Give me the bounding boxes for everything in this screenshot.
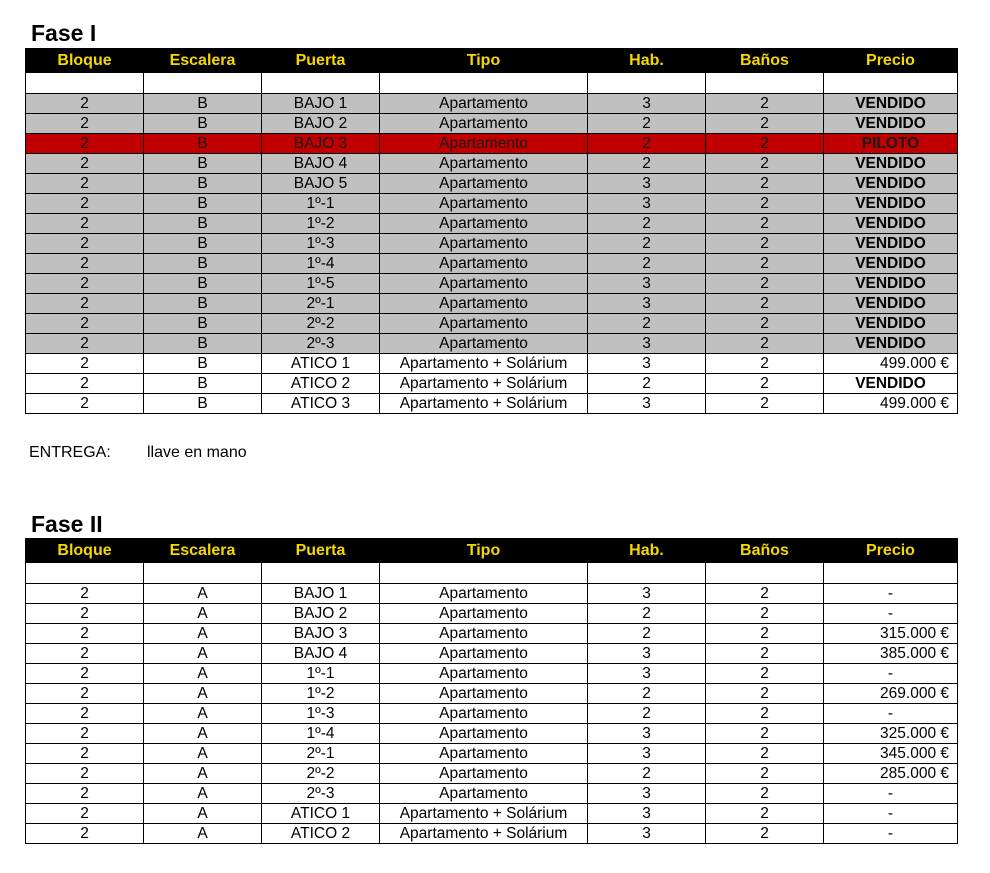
cell-banos: 2 <box>706 354 824 374</box>
cell-precio: VENDIDO <box>824 314 958 334</box>
table-row <box>26 214 958 234</box>
entrega-label: ENTREGA: <box>29 444 111 461</box>
cell-hab: 3 <box>588 644 706 664</box>
cell-escalera: A <box>144 724 262 744</box>
cell-tipo: Apartamento + Solárium <box>380 354 588 374</box>
cell-precio: 285.000 € <box>824 764 958 784</box>
cell-banos: 2 <box>706 824 824 844</box>
cell-escalera: B <box>144 274 262 294</box>
cell-tipo: Apartamento <box>380 604 588 624</box>
cell-hab: 3 <box>588 194 706 214</box>
col-header-hab: Hab. <box>588 539 706 563</box>
cell-banos: 2 <box>706 684 824 704</box>
cell-hab: 2 <box>588 214 706 234</box>
cell-escalera: B <box>144 194 262 214</box>
cell-hab: 3 <box>588 584 706 604</box>
cell-banos: 2 <box>706 194 824 214</box>
cell-puerta: 1º-2 <box>262 684 380 704</box>
cell-puerta: BAJO 5 <box>262 174 380 194</box>
cell-tipo: Apartamento <box>380 94 588 114</box>
cell-banos: 2 <box>706 584 824 604</box>
cell-bloque: 2 <box>26 824 144 844</box>
cell-precio: VENDIDO <box>824 214 958 234</box>
cell-escalera: A <box>144 764 262 784</box>
cell-hab: 2 <box>588 134 706 154</box>
table-row <box>26 154 958 174</box>
cell-escalera: B <box>144 254 262 274</box>
col-header-precio: Precio <box>824 49 958 73</box>
table-row <box>26 644 958 664</box>
cell-escalera: B <box>144 394 262 414</box>
cell-banos: 2 <box>706 134 824 154</box>
table-row <box>26 744 958 764</box>
cell-precio: 499.000 € <box>824 354 958 374</box>
cell-bloque: 2 <box>26 154 144 174</box>
cell-precio: VENDIDO <box>824 274 958 294</box>
cell-banos: 2 <box>706 154 824 174</box>
cell-escalera: A <box>144 644 262 664</box>
fase2-title: Fase II <box>31 511 103 537</box>
cell-bloque: 2 <box>26 254 144 274</box>
cell-tipo: Apartamento <box>380 684 588 704</box>
cell-hab: 2 <box>588 114 706 134</box>
cell-escalera: B <box>144 94 262 114</box>
cell-escalera: B <box>144 374 262 394</box>
table-row <box>26 134 958 154</box>
cell-precio: - <box>824 804 958 824</box>
cell-precio: - <box>824 584 958 604</box>
cell-tipo: Apartamento <box>380 584 588 604</box>
fase1-header <box>26 49 958 73</box>
table-row <box>26 584 958 604</box>
cell-tipo: Apartamento <box>380 214 588 234</box>
table-row <box>26 274 958 294</box>
col-header-bloque: Bloque <box>26 49 144 73</box>
cell-bloque: 2 <box>26 314 144 334</box>
cell-tipo: Apartamento <box>380 624 588 644</box>
cell-escalera: B <box>144 174 262 194</box>
cell-banos: 2 <box>706 604 824 624</box>
cell-bloque: 2 <box>26 704 144 724</box>
col-header-bloque: Bloque <box>26 539 144 563</box>
cell-banos: 2 <box>706 254 824 274</box>
cell-banos: 2 <box>706 624 824 644</box>
col-header-banos: Baños <box>706 539 824 563</box>
cell-escalera: A <box>144 584 262 604</box>
cell-puerta: BAJO 3 <box>262 134 380 154</box>
cell-banos: 2 <box>706 394 824 414</box>
cell-escalera: B <box>144 334 262 354</box>
table-row <box>26 784 958 804</box>
cell-tipo: Apartamento <box>380 334 588 354</box>
cell-bloque: 2 <box>26 724 144 744</box>
cell-hab: 3 <box>588 824 706 844</box>
table-row <box>26 684 958 704</box>
cell-hab: 3 <box>588 744 706 764</box>
cell-hab: 2 <box>588 624 706 644</box>
cell-escalera: B <box>144 114 262 134</box>
fase2-header <box>26 539 958 563</box>
cell-escalera: A <box>144 684 262 704</box>
cell-hab: 3 <box>588 664 706 684</box>
fase2-table <box>25 538 958 844</box>
blank-row <box>26 73 958 94</box>
cell-banos: 2 <box>706 294 824 314</box>
cell-precio: - <box>824 664 958 684</box>
fase1-table <box>25 48 958 414</box>
cell-escalera: A <box>144 824 262 844</box>
table-row <box>26 664 958 684</box>
cell-precio: 269.000 € <box>824 684 958 704</box>
cell-precio: PILOTO <box>824 134 958 154</box>
cell-puerta: 2º-2 <box>262 314 380 334</box>
cell-bloque: 2 <box>26 394 144 414</box>
cell-bloque: 2 <box>26 94 144 114</box>
cell-hab: 3 <box>588 354 706 374</box>
cell-puerta: BAJO 2 <box>262 604 380 624</box>
cell-banos: 2 <box>706 724 824 744</box>
cell-puerta: ATICO 1 <box>262 804 380 824</box>
col-header-escalera: Escalera <box>144 539 262 563</box>
cell-hab: 3 <box>588 94 706 114</box>
cell-puerta: 1º-3 <box>262 234 380 254</box>
cell-bloque: 2 <box>26 584 144 604</box>
cell-hab: 3 <box>588 334 706 354</box>
cell-banos: 2 <box>706 764 824 784</box>
table-row <box>26 114 958 134</box>
cell-puerta: 1º-5 <box>262 274 380 294</box>
cell-escalera: B <box>144 294 262 314</box>
cell-puerta: ATICO 3 <box>262 394 380 414</box>
cell-puerta: BAJO 4 <box>262 644 380 664</box>
col-header-escalera: Escalera <box>144 49 262 73</box>
cell-tipo: Apartamento + Solárium <box>380 374 588 394</box>
cell-precio: VENDIDO <box>824 334 958 354</box>
cell-bloque: 2 <box>26 134 144 154</box>
cell-tipo: Apartamento + Solárium <box>380 824 588 844</box>
cell-puerta: 2º-3 <box>262 784 380 804</box>
cell-tipo: Apartamento <box>380 764 588 784</box>
col-header-hab: Hab. <box>588 49 706 73</box>
table-row <box>26 804 958 824</box>
cell-tipo: Apartamento + Solárium <box>380 394 588 414</box>
cell-tipo: Apartamento <box>380 294 588 314</box>
cell-puerta: 2º-1 <box>262 294 380 314</box>
cell-puerta: BAJO 1 <box>262 584 380 604</box>
cell-banos: 2 <box>706 274 824 294</box>
cell-bloque: 2 <box>26 624 144 644</box>
cell-escalera: B <box>144 314 262 334</box>
cell-precio: - <box>824 824 958 844</box>
cell-banos: 2 <box>706 744 824 764</box>
cell-hab: 2 <box>588 154 706 174</box>
cell-puerta: 1º-4 <box>262 724 380 744</box>
table-row <box>26 724 958 744</box>
cell-escalera: A <box>144 804 262 824</box>
cell-precio: VENDIDO <box>824 154 958 174</box>
cell-puerta: ATICO 2 <box>262 374 380 394</box>
table-row <box>26 294 958 314</box>
cell-banos: 2 <box>706 804 824 824</box>
cell-bloque: 2 <box>26 214 144 234</box>
cell-bloque: 2 <box>26 194 144 214</box>
cell-bloque: 2 <box>26 784 144 804</box>
cell-precio: - <box>824 704 958 724</box>
cell-tipo: Apartamento <box>380 174 588 194</box>
col-header-precio: Precio <box>824 539 958 563</box>
cell-bloque: 2 <box>26 744 144 764</box>
cell-tipo: Apartamento <box>380 664 588 684</box>
cell-bloque: 2 <box>26 604 144 624</box>
cell-tipo: Apartamento <box>380 194 588 214</box>
cell-precio: - <box>824 604 958 624</box>
cell-puerta: BAJO 1 <box>262 94 380 114</box>
cell-banos: 2 <box>706 314 824 334</box>
cell-puerta: BAJO 4 <box>262 154 380 174</box>
entrega-line <box>29 444 247 462</box>
cell-tipo: Apartamento <box>380 704 588 724</box>
cell-hab: 3 <box>588 274 706 294</box>
cell-banos: 2 <box>706 114 824 134</box>
cell-bloque: 2 <box>26 644 144 664</box>
cell-precio: VENDIDO <box>824 374 958 394</box>
col-header-banos: Baños <box>706 49 824 73</box>
col-header-tipo: Tipo <box>380 49 588 73</box>
cell-hab: 2 <box>588 764 706 784</box>
col-header-tipo: Tipo <box>380 539 588 563</box>
cell-banos: 2 <box>706 784 824 804</box>
fase2-body <box>26 563 958 844</box>
cell-bloque: 2 <box>26 374 144 394</box>
cell-precio: 499.000 € <box>824 394 958 414</box>
cell-precio: 385.000 € <box>824 644 958 664</box>
cell-escalera: A <box>144 624 262 644</box>
cell-escalera: A <box>144 604 262 624</box>
table-row <box>26 234 958 254</box>
cell-tipo: Apartamento <box>380 644 588 664</box>
table-row <box>26 334 958 354</box>
cell-hab: 2 <box>588 234 706 254</box>
fase1-title: Fase I <box>31 20 97 46</box>
table-row <box>26 764 958 784</box>
cell-banos: 2 <box>706 704 824 724</box>
cell-banos: 2 <box>706 374 824 394</box>
cell-bloque: 2 <box>26 294 144 314</box>
cell-hab: 2 <box>588 704 706 724</box>
cell-hab: 2 <box>588 314 706 334</box>
col-header-puerta: Puerta <box>262 49 380 73</box>
table-row <box>26 354 958 374</box>
table-row <box>26 704 958 724</box>
cell-escalera: A <box>144 704 262 724</box>
cell-bloque: 2 <box>26 274 144 294</box>
cell-puerta: 2º-3 <box>262 334 380 354</box>
cell-escalera: A <box>144 784 262 804</box>
cell-escalera: B <box>144 134 262 154</box>
cell-hab: 2 <box>588 684 706 704</box>
cell-banos: 2 <box>706 174 824 194</box>
cell-banos: 2 <box>706 234 824 254</box>
cell-precio: VENDIDO <box>824 194 958 214</box>
cell-escalera: B <box>144 154 262 174</box>
cell-hab: 2 <box>588 374 706 394</box>
table-row <box>26 174 958 194</box>
cell-precio: VENDIDO <box>824 294 958 314</box>
cell-precio: VENDIDO <box>824 94 958 114</box>
table-row <box>26 394 958 414</box>
table-row <box>26 824 958 844</box>
cell-hab: 2 <box>588 254 706 274</box>
cell-bloque: 2 <box>26 354 144 374</box>
cell-tipo: Apartamento <box>380 314 588 334</box>
cell-precio: 345.000 € <box>824 744 958 764</box>
cell-bloque: 2 <box>26 234 144 254</box>
cell-bloque: 2 <box>26 334 144 354</box>
cell-hab: 3 <box>588 724 706 744</box>
cell-precio: VENDIDO <box>824 174 958 194</box>
cell-banos: 2 <box>706 644 824 664</box>
cell-puerta: ATICO 1 <box>262 354 380 374</box>
cell-escalera: A <box>144 664 262 684</box>
cell-escalera: B <box>144 214 262 234</box>
cell-hab: 2 <box>588 604 706 624</box>
cell-puerta: 1º-1 <box>262 194 380 214</box>
cell-tipo: Apartamento <box>380 254 588 274</box>
cell-tipo: Apartamento + Solárium <box>380 804 588 824</box>
cell-bloque: 2 <box>26 764 144 784</box>
blank-row <box>26 563 958 584</box>
cell-banos: 2 <box>706 94 824 114</box>
cell-escalera: B <box>144 354 262 374</box>
cell-banos: 2 <box>706 664 824 684</box>
cell-precio: 325.000 € <box>824 724 958 744</box>
entrega-value: llave en mano <box>147 444 247 461</box>
cell-puerta: BAJO 3 <box>262 624 380 644</box>
cell-bloque: 2 <box>26 114 144 134</box>
table-row <box>26 94 958 114</box>
cell-hab: 3 <box>588 294 706 314</box>
cell-tipo: Apartamento <box>380 744 588 764</box>
table-row <box>26 314 958 334</box>
fase1-body <box>26 73 958 414</box>
cell-escalera: A <box>144 744 262 764</box>
table-row <box>26 254 958 274</box>
table-row <box>26 604 958 624</box>
cell-bloque: 2 <box>26 684 144 704</box>
cell-bloque: 2 <box>26 174 144 194</box>
cell-tipo: Apartamento <box>380 134 588 154</box>
cell-puerta: 1º-3 <box>262 704 380 724</box>
cell-puerta: 1º-1 <box>262 664 380 684</box>
col-header-puerta: Puerta <box>262 539 380 563</box>
cell-puerta: 1º-4 <box>262 254 380 274</box>
cell-precio: VENDIDO <box>824 254 958 274</box>
cell-hab: 3 <box>588 394 706 414</box>
cell-tipo: Apartamento <box>380 114 588 134</box>
cell-tipo: Apartamento <box>380 724 588 744</box>
cell-tipo: Apartamento <box>380 784 588 804</box>
cell-precio: 315.000 € <box>824 624 958 644</box>
cell-puerta: 2º-1 <box>262 744 380 764</box>
cell-puerta: BAJO 2 <box>262 114 380 134</box>
cell-precio: - <box>824 784 958 804</box>
cell-banos: 2 <box>706 334 824 354</box>
cell-puerta: 1º-2 <box>262 214 380 234</box>
cell-puerta: 2º-2 <box>262 764 380 784</box>
table-row <box>26 194 958 214</box>
cell-tipo: Apartamento <box>380 234 588 254</box>
table-row <box>26 374 958 394</box>
cell-hab: 3 <box>588 784 706 804</box>
cell-escalera: B <box>144 234 262 254</box>
cell-puerta: ATICO 2 <box>262 824 380 844</box>
cell-banos: 2 <box>706 214 824 234</box>
cell-hab: 3 <box>588 174 706 194</box>
cell-hab: 3 <box>588 804 706 824</box>
cell-precio: VENDIDO <box>824 114 958 134</box>
cell-bloque: 2 <box>26 804 144 824</box>
cell-tipo: Apartamento <box>380 274 588 294</box>
table-row <box>26 624 958 644</box>
cell-precio: VENDIDO <box>824 234 958 254</box>
cell-tipo: Apartamento <box>380 154 588 174</box>
cell-bloque: 2 <box>26 664 144 684</box>
